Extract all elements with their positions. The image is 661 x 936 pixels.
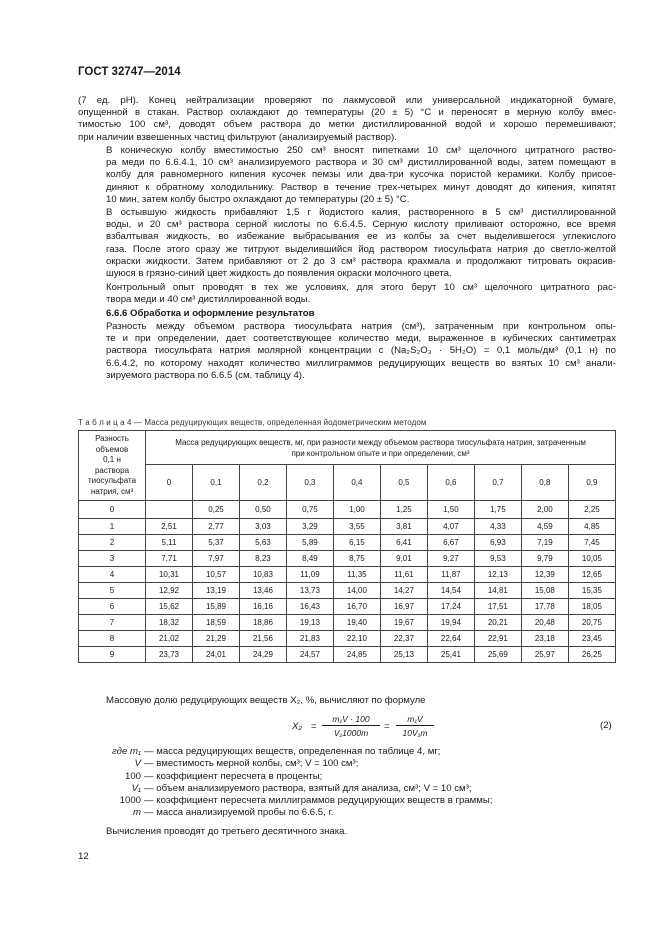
table-cell: 7,71 xyxy=(146,551,193,567)
definition-text: — масса анализируемой пробы по 6.6.5, г. xyxy=(144,807,334,819)
table-cell: 14,81 xyxy=(474,583,521,599)
table-cell: 13,73 xyxy=(286,583,333,599)
table-cell: 25,41 xyxy=(427,647,474,663)
text-line: раствора тиосульфата натрия молярной концентрации с (Na₂S₂O₃ · 5H₂O) = 0,1 моль/дм³ (0,1 н) по xyxy=(106,345,616,357)
data-table xyxy=(78,430,616,663)
definition-text: — коэффициент пересчета в проценты; xyxy=(144,770,323,782)
text-line: тимостью 100 см³, доводят объем раствора до метки дистиллированной водой и хорошо перемешивают; xyxy=(78,119,616,131)
formula-equals: = xyxy=(311,721,317,732)
definition-symbol: m xyxy=(133,807,141,819)
paragraph-lines xyxy=(78,95,616,144)
table-cell: 12,39 xyxy=(521,567,568,583)
column-header: 0 xyxy=(146,465,193,501)
table-cell: 21,02 xyxy=(146,631,193,647)
formula-denominator-2: 10V₁m xyxy=(402,728,428,738)
table-cell: 20,48 xyxy=(521,615,568,631)
text-line: Контрольный опыт проводят в тех же условиях, для этого берут 10 см³ щелочного цитратного рас- xyxy=(106,282,616,293)
table-cell: 21,83 xyxy=(286,631,333,647)
table-cell: 1,00 xyxy=(333,501,380,519)
table-cell: 4,33 xyxy=(474,519,521,535)
table-cell: 18,59 xyxy=(192,615,239,631)
table-cell: 1,75 xyxy=(474,501,521,519)
table-cell: 24,85 xyxy=(333,647,380,663)
table-cell: 9,53 xyxy=(474,551,521,567)
definition-symbol: V₁ xyxy=(131,782,141,794)
row-label: 9 xyxy=(79,647,146,663)
table-cell: 2,25 xyxy=(568,501,615,519)
text-line: колбу для равномерного кипения кусочек пемзы или два-три кусочка пористой керамики. Колбу присое- xyxy=(106,169,616,181)
text-line: взбалтывая жидкость, во избежание выбрасывания ее из колбы за счет выделившегося углекислого xyxy=(106,231,616,243)
table-cell: 11,09 xyxy=(286,567,333,583)
text-line: В остывшую жидкость прибавляют 1,5 г йодистого калия, растворенного в 5 см³ дистиллированной xyxy=(106,207,616,218)
table-body xyxy=(79,501,616,663)
column-header: 0,1 xyxy=(192,465,239,501)
table-cell: 2,77 xyxy=(192,519,239,535)
row-label: 8 xyxy=(79,631,146,647)
column-header: 0,5 xyxy=(380,465,427,501)
formula-equals-2: = xyxy=(384,721,390,732)
formula-denominator-1: V₁1000m xyxy=(333,728,369,738)
paragraph-control xyxy=(78,282,616,306)
row-label: 7 xyxy=(79,615,146,631)
definition-text: — объем анализируемого раствора, взятый для анализа, см³; V = 10 см³; xyxy=(144,782,472,794)
table-cell: 23,73 xyxy=(146,647,193,663)
text-line: ра меди по 6.6.4.1, 10 см³ анализируемого раствора и 30 см³ дистиллированной воды, затем помещают в xyxy=(106,157,616,169)
table-cell: 13,19 xyxy=(192,583,239,599)
definition-symbol: 100 xyxy=(124,770,141,782)
table-row xyxy=(79,501,616,519)
definition-text: — вместимость мерной колбы, см³; V = 100 см³; xyxy=(144,758,359,770)
table-cell: 12,92 xyxy=(146,583,193,599)
definition-symbol: где m₁ xyxy=(112,746,141,757)
text-line: те и при определении, дает соответствующее количество меди, выраженное в кубических сантиметрах xyxy=(106,333,616,345)
table-cell: 0,75 xyxy=(286,501,333,519)
table-cell: 3,55 xyxy=(333,519,380,535)
left-header-line: раствора xyxy=(94,465,130,475)
table-cell: 10,31 xyxy=(146,567,193,583)
table-cell: 3,81 xyxy=(380,519,427,535)
paragraph-lines xyxy=(78,145,616,206)
table-cell: 25,97 xyxy=(521,647,568,663)
table-cell: 3,03 xyxy=(239,519,286,535)
table-row xyxy=(79,567,616,583)
table-cell: 22,64 xyxy=(427,631,474,647)
table-cell: 18,05 xyxy=(568,599,615,615)
text-line: газа. После этого сразу же титруют выделившийся йод раствором тиосульфата натрия до светло-желтой xyxy=(106,243,616,255)
table-cell: 18,32 xyxy=(146,615,193,631)
table-cell: 7,19 xyxy=(521,535,568,551)
table-cell: 6,67 xyxy=(427,535,474,551)
table-cell: 15,35 xyxy=(568,583,615,599)
formula-lhs: X₂ xyxy=(292,721,303,732)
table-cell: 0,25 xyxy=(192,501,239,519)
formula-fraction-2 xyxy=(396,714,434,738)
table-cell: 16,70 xyxy=(333,599,380,615)
table-cell: 20,75 xyxy=(568,615,615,631)
table-cell: 1,50 xyxy=(427,501,474,519)
table-row xyxy=(79,535,616,551)
table-cell: 23,18 xyxy=(521,631,568,647)
table-cell: 11,35 xyxy=(333,567,380,583)
text-line: окраски жидкости. Затем прибавляют от 2 до 3 см³ раствора крахмала и продолжают титровать окрасив- xyxy=(106,255,616,267)
table-cell: 16,16 xyxy=(239,599,286,615)
definition-symbol: 1000 xyxy=(119,795,141,807)
table-cell: 24,01 xyxy=(192,647,239,663)
table-cell: 21,29 xyxy=(192,631,239,647)
definition-text: — масса редуцирующих веществ, определенная по таблице 4, мг; xyxy=(144,746,441,757)
paragraph-difference xyxy=(78,321,616,382)
row-label: 3 xyxy=(79,551,146,567)
column-header: 0,7 xyxy=(474,465,521,501)
section-heading: 6.6.6 Обработка и оформление результатов xyxy=(106,308,315,319)
row-label: 6 xyxy=(79,599,146,615)
paragraph-lines xyxy=(78,282,616,306)
table-cell: 12,65 xyxy=(568,567,615,583)
table-cell: 13,46 xyxy=(239,583,286,599)
text-line: зируемого раствора по 6.6.5 (см. таблицу 4). xyxy=(106,369,305,381)
column-header: 0,6 xyxy=(427,465,474,501)
table-cell: 4,85 xyxy=(568,519,615,535)
table-cell: 22,37 xyxy=(380,631,427,647)
table-cell: 12,13 xyxy=(474,567,521,583)
left-header-line: 0,1 н xyxy=(103,455,121,464)
table-cell: 26,25 xyxy=(568,647,615,663)
text-line: 10 мин, затем колбу быстро охлаждают до температуры (20 ± 5) °С. xyxy=(106,193,410,205)
column-header: 0,9 xyxy=(568,465,615,501)
table-cell: 5,63 xyxy=(239,535,286,551)
paragraph-neutralization xyxy=(78,95,616,144)
table-cell: 8,75 xyxy=(333,551,380,567)
table-cell: 8,23 xyxy=(239,551,286,567)
variable-definitions xyxy=(78,746,618,820)
table-cell: 16,97 xyxy=(380,599,427,615)
table-cell: 9,01 xyxy=(380,551,427,567)
left-header-line: натрия, см³ xyxy=(90,486,134,496)
table-row xyxy=(79,519,616,535)
column-header: 0,3 xyxy=(286,465,333,501)
formula-intro: Массовую долю редуцирующих веществ X₂, %, вычисляют по формуле xyxy=(106,695,426,706)
table-cell: 20,21 xyxy=(474,615,521,631)
row-label: 2 xyxy=(79,535,146,551)
column-header: 0,2 xyxy=(239,465,286,501)
table-row xyxy=(79,599,616,615)
table-row xyxy=(79,615,616,631)
table-cell: 22,91 xyxy=(474,631,521,647)
text-line: воды, и 20 см³ раствора серной кислоты по 6.6.4.5. Серную кислоту приливают осторожно, все время xyxy=(106,219,616,231)
left-header-line: объемов xyxy=(95,444,129,454)
text-line: В коническую колбу вместимостью 250 см³ вносят пипетками 10 см³ щелочного цитратного раство- xyxy=(106,145,616,156)
table-cell: 19,94 xyxy=(427,615,474,631)
table-cell: 2,00 xyxy=(521,501,568,519)
page-number: 12 xyxy=(78,851,89,862)
table-cell: 5,11 xyxy=(146,535,193,551)
table-cell: 1,25 xyxy=(380,501,427,519)
text-line: (7 ед. рН). Конец нейтрализации проверяют по лакмусовой или универсальной индикаторной бумаге, xyxy=(78,95,616,106)
definition-symbol: V xyxy=(134,758,141,770)
table-cell: 0,50 xyxy=(239,501,286,519)
definition-row xyxy=(78,758,618,770)
table-cell: 25,69 xyxy=(474,647,521,663)
table-row xyxy=(79,551,616,567)
text-line: Разность между объемом раствора тиосульфата натрия (см³), затраченным при контрольном опы- xyxy=(106,321,616,332)
paragraph-lines xyxy=(78,321,616,382)
table-cell: 24,57 xyxy=(286,647,333,663)
table-cell: 10,83 xyxy=(239,567,286,583)
table-cell: 4,07 xyxy=(427,519,474,535)
closing-sentence: Вычисления проводят до третьего десятичного знака. xyxy=(106,826,348,837)
table-cell: 21,56 xyxy=(239,631,286,647)
paragraph-iodide xyxy=(78,207,616,280)
table-cell: 4,59 xyxy=(521,519,568,535)
table-row xyxy=(79,631,616,647)
table-cell: 25,13 xyxy=(380,647,427,663)
top-header-line: Масса редуцирующих веществ, мг, при разности между объемом раствора тиосульфата натрия, затраченным xyxy=(175,437,586,447)
table-cell: 19,40 xyxy=(333,615,380,631)
table-cell: 2,51 xyxy=(146,519,193,535)
row-label: 5 xyxy=(79,583,146,599)
formula-numerator-2: m₁V xyxy=(396,714,434,726)
table-cell: 7,45 xyxy=(568,535,615,551)
table-cell: 11,87 xyxy=(427,567,474,583)
table-cell: 24,29 xyxy=(239,647,286,663)
table-cell: 7,97 xyxy=(192,551,239,567)
page-header: ГОСТ 32747—2014 xyxy=(78,66,181,78)
text-line: диняют к обратному холодильнику. Раствор в течение трех-четырех минут доводят до кипения, кипятят xyxy=(106,181,616,193)
table-cell: 5,37 xyxy=(192,535,239,551)
column-header: 0,4 xyxy=(333,465,380,501)
table-cell: 17,24 xyxy=(427,599,474,615)
table-cell: 14,27 xyxy=(380,583,427,599)
definition-row xyxy=(78,783,618,795)
definition-row xyxy=(78,771,618,783)
definition-row xyxy=(78,746,618,758)
table-cell: 14,00 xyxy=(333,583,380,599)
definition-row xyxy=(78,807,618,819)
table-cell: 9,27 xyxy=(427,551,474,567)
table-cell: 16,43 xyxy=(286,599,333,615)
table-cell: 10,05 xyxy=(568,551,615,567)
table-cell: 6,93 xyxy=(474,535,521,551)
left-header-line: тиосульфата xyxy=(87,476,137,485)
top-header-line: при контрольном опыте и при определении, см³ xyxy=(291,448,470,458)
table-cell: 19,67 xyxy=(380,615,427,631)
formula-fraction-1 xyxy=(322,714,380,738)
row-label: 0 xyxy=(79,501,146,519)
table-cell: 14,54 xyxy=(427,583,474,599)
table-cell: 22,10 xyxy=(333,631,380,647)
table-cell: 9,79 xyxy=(521,551,568,567)
formula-numerator-1: m₁V · 100 xyxy=(322,714,380,726)
table-cell: 15,62 xyxy=(146,599,193,615)
table-cell: 18,86 xyxy=(239,615,286,631)
row-label: 1 xyxy=(79,519,146,535)
table-cell: 23,45 xyxy=(568,631,615,647)
formula xyxy=(292,714,622,742)
text-line: шуюся в грязно-синий цвет жидкость до появления окраски молочного цвета. xyxy=(106,268,452,280)
table-cell: 8,49 xyxy=(286,551,333,567)
table-left-header xyxy=(79,431,146,501)
text-line: 6.6.4.2, по которому находят количество миллиграммов редуцирующих веществ во взятых 10 см³ анали- xyxy=(106,357,616,369)
table-top-header xyxy=(146,431,616,465)
table-caption: Т а б л и ц а 4 — Масса редуцирующих веществ, определенная йодометрическим методом xyxy=(78,418,427,427)
table-cell xyxy=(146,501,193,519)
formula-number: (2) xyxy=(600,720,612,731)
table-cell: 17,78 xyxy=(521,599,568,615)
text-line: при наличии взвешенных частиц фильтруют (анализируемый раствор). xyxy=(78,131,397,143)
definition-row xyxy=(78,795,618,807)
table-cell: 11,61 xyxy=(380,567,427,583)
table-row xyxy=(79,647,616,663)
table-cell: 19,13 xyxy=(286,615,333,631)
column-header: 0,8 xyxy=(521,465,568,501)
table-cell: 15,08 xyxy=(521,583,568,599)
definition-text: — коэффициент пересчета миллиграммов редуцирующих веществ в граммы; xyxy=(144,795,493,807)
paragraph-flask xyxy=(78,145,616,206)
row-label: 4 xyxy=(79,567,146,583)
table-row xyxy=(79,583,616,599)
table-cell: 6,41 xyxy=(380,535,427,551)
text-line: опущенной в стакан. Раствор охлаждают до температуры (20 ± 5) °С и переносят в мерную колбу вмес- xyxy=(78,107,616,119)
table-cell: 17,51 xyxy=(474,599,521,615)
table-cell: 3,29 xyxy=(286,519,333,535)
table-column-header-row xyxy=(79,465,616,501)
table-cell: 15,89 xyxy=(192,599,239,615)
table-cell: 10,57 xyxy=(192,567,239,583)
paragraph-lines xyxy=(78,207,616,280)
left-header-line: Разность xyxy=(95,434,129,443)
table-cell: 5,89 xyxy=(286,535,333,551)
table-cell: 6,15 xyxy=(333,535,380,551)
text-line: твора меди и 40 см³ дистиллированной воды. xyxy=(106,294,311,306)
